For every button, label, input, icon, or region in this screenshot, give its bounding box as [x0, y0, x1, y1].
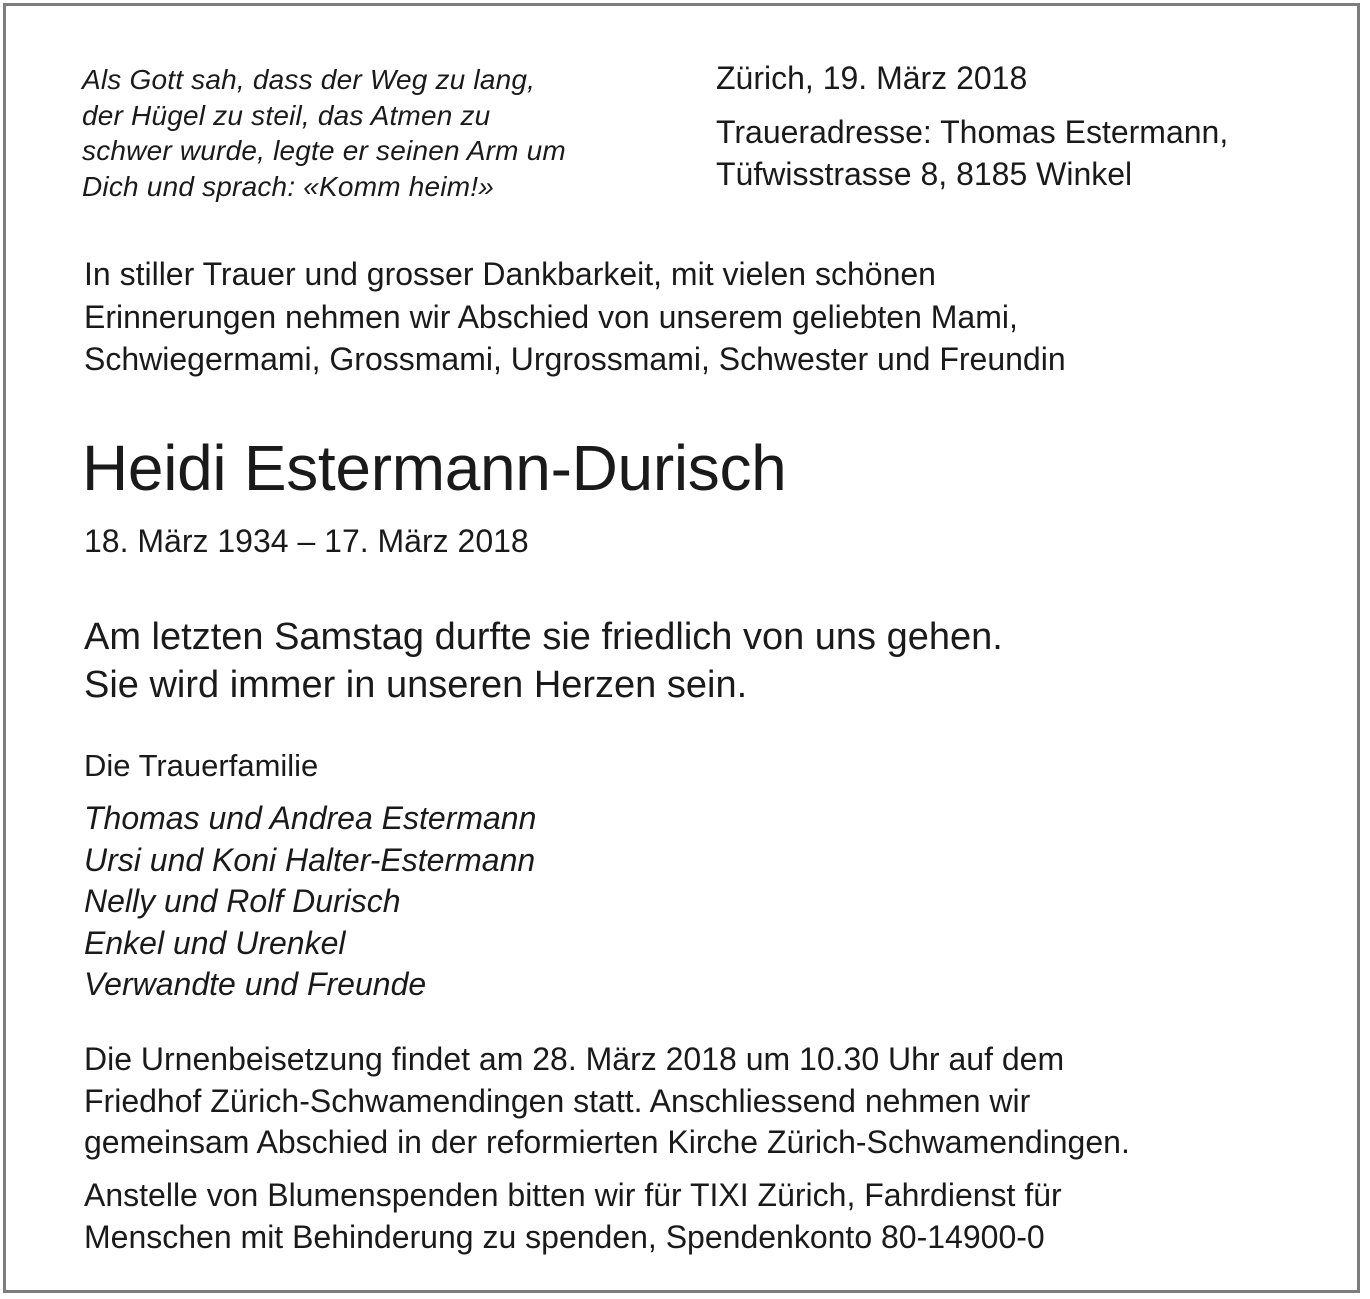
burial-line: Die Urnenbeisetzung findet am 28. März 2018 um 10.30 Uhr auf dem — [84, 1041, 1065, 1077]
donation-request — [84, 1175, 1062, 1258]
intro-line: Erinnerungen nehmen wir Abschied von unserem geliebten Mami, — [84, 298, 1018, 335]
intro-line: In stiller Trauer und grosser Dankbarkeit, mit vielen schönen — [84, 256, 936, 292]
deceased-name: Heidi Estermann-Durisch — [82, 432, 787, 504]
poem-line: schwer wurde, legte er seinen Arm um — [82, 135, 566, 166]
mourning-address — [716, 111, 1228, 195]
family-member: Verwandte und Freunde — [84, 966, 427, 1002]
family-member: Nelly und Rolf Durisch — [84, 883, 401, 919]
obituary-notice-frame — [3, 3, 1360, 1293]
intro-paragraph — [84, 253, 1066, 381]
poem-line: Dich und sprach: «Komm heim!» — [82, 170, 494, 202]
address-line: Tüfwisstrasse 8, 8185 Winkel — [716, 156, 1133, 192]
farewell-line: Am letzten Samstag durfte sie friedlich von uns gehen. — [84, 616, 1003, 658]
address-line: Traueradresse: Thomas Estermann, — [716, 114, 1229, 150]
burial-line: Friedhof Zürich-Schwamendingen statt. Anschliessend nehmen wir — [84, 1082, 1031, 1119]
family-heading: Die Trauerfamilie — [84, 748, 319, 783]
intro-line: Schwiegermami, Grossmami, Urgrossmami, Schwester und Freundin — [84, 341, 1066, 377]
farewell-line: Sie wird immer in unseren Herzen sein. — [84, 664, 748, 706]
burial-line: gemeinsam Abschied in der reformierten Kirche Zürich-Schwamendingen. — [84, 1124, 1130, 1160]
burial-information — [84, 1039, 1130, 1164]
family-members-list — [84, 798, 536, 1006]
poem-line: der Hügel zu steil, das Atmen zu — [82, 99, 491, 131]
donation-line: Anstelle von Blumenspenden bitten wir für TIXI Zürich, Fahrdienst für — [84, 1177, 1062, 1213]
family-member: Enkel und Urenkel — [84, 924, 346, 961]
poem-quote — [82, 62, 682, 204]
family-member: Thomas und Andrea Estermann — [84, 800, 537, 836]
poem-line: Als Gott sah, dass der Weg zu lang, — [82, 64, 536, 95]
donation-line: Menschen mit Behinderung zu spenden, Spendenkonto 80-14900-0 — [84, 1218, 1045, 1255]
family-member: Ursi und Koni Halter-Estermann — [84, 841, 536, 878]
farewell-message — [84, 613, 1003, 709]
life-dates: 18. März 1934 – 17. März 2018 — [84, 523, 529, 559]
date-place: Zürich, 19. März 2018 — [716, 60, 1028, 96]
